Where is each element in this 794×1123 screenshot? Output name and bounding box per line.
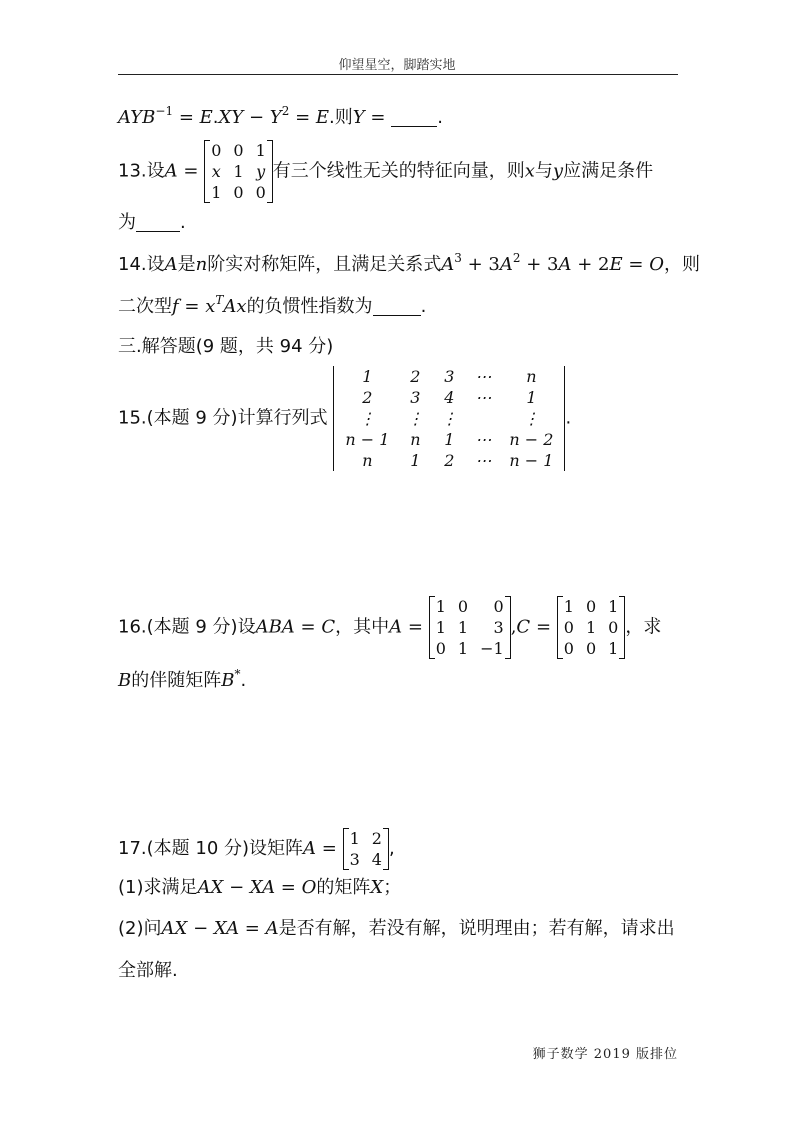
matrix-cell [466, 408, 500, 429]
q12-tail: $AYB^{-1} = E.XY - Y^2 = E$.则Y = . [118, 104, 443, 128]
matrix-cell: 4 [371, 850, 382, 869]
matrix-cell: 1 [435, 597, 446, 616]
question-17-part2-line2: 全部解. [118, 960, 178, 981]
matrix-cell: 0 [608, 618, 619, 637]
matrix-cell: 3 [444, 367, 455, 386]
matrix-cell: n − 1 [345, 430, 390, 449]
question-16-line2: B的伴随矩阵B*. [118, 667, 247, 691]
matrix-cell: 3 [410, 388, 421, 407]
matrix-cell: ⋮ [523, 409, 540, 428]
matrix-cell: 0 [493, 597, 504, 616]
question-14-line2: 二次型$f = x^TAx$的负惯性指数为 . [118, 293, 427, 317]
page-header: 仰望星空，脚踏实地 [338, 58, 456, 73]
matrix-cell: 4 [444, 388, 455, 407]
matrix-cell: 1 [435, 618, 446, 637]
matrix-cell: 0 [435, 639, 446, 658]
page-footer: 狮子数学 2019 版排位 [532, 1047, 678, 1062]
matrix-cell: 1 [444, 430, 455, 449]
matrix-cell: 2 [444, 451, 455, 470]
matrix-cell: 0 [563, 618, 574, 637]
matrix-cell: 1 [410, 451, 421, 470]
matrix-cell: n [410, 430, 421, 449]
matrix-cell: 2 [410, 367, 421, 386]
matrix-q16-C [557, 596, 626, 659]
matrix-cell: 3 [349, 850, 360, 869]
matrix-cell: −1 [480, 639, 504, 658]
question-17-part1: (1)求满足AX − XA = O的矩阵X； [118, 877, 402, 898]
matrix-q17-A [343, 828, 389, 870]
matrix-cell: n − 2 [509, 430, 554, 449]
matrix-cell: ⋯ [475, 388, 492, 407]
question-16: 16.(本题 9 分)设ABA = C，其中A = 1 0 0 1 1 3 0 1 −1 ,C = 1 0 1 0 1 0 0 0 1 ，求 [118, 597, 662, 658]
matrix-q13: 0 0 1 x 1 y 1 0 0 [204, 140, 273, 203]
matrix-cell: n − 1 [509, 451, 554, 470]
matrix-cell: 1 [608, 597, 619, 616]
matrix-cell: 1 [349, 829, 360, 848]
matrix-cell: 1 [362, 367, 373, 386]
question-17: 17.(本题 10 分)设矩阵A = 1 2 3 4 , [118, 829, 395, 869]
question-15: 15.(本题 9 分)计算行列式 1 2 3 ⋯ n 2 3 4 ⋯ 1 ⋮ ⋮ ⋮ ⋮ n − 1 n 1 ⋯ n − 2 n 1 2 ⋯ n − 1 . [118, 367, 572, 470]
matrix-cell: 0 [457, 597, 469, 616]
matrix-cell: ⋮ [407, 409, 424, 428]
matrix-cell: 2 [362, 388, 373, 407]
determinant-q15 [333, 366, 565, 471]
matrix-cell: 1 [526, 388, 537, 407]
matrix-cell: 2 [371, 829, 382, 848]
question-13-line2: 为 . [118, 212, 186, 233]
matrix-cell: 3 [493, 618, 504, 637]
matrix-cell: 1 [585, 618, 597, 637]
matrix-cell: 1 [457, 618, 469, 637]
matrix-cell: n [362, 451, 373, 470]
question-17-part2: (2)问AX − XA = A是否有解，若没有解，说明理由；若有解，请求出 [118, 918, 675, 939]
matrix-q16-A [429, 596, 511, 659]
matrix-cell: ⋯ [475, 451, 492, 470]
matrix-cell: ⋮ [359, 409, 376, 428]
section-3-title: 三.解答题(9 题，共 94 分) [118, 336, 334, 357]
matrix-cell: ⋮ [441, 409, 458, 428]
matrix-cell: 0 [563, 639, 574, 658]
question-14: 14.设A是n阶实对称矩阵，且满足关系式$A^3 + 3A^2 + 3A + 2E = O$，则 [118, 251, 700, 275]
matrix-cell: n [526, 367, 537, 386]
matrix-cell: 0 [585, 639, 597, 658]
matrix-cell: ⋯ [475, 430, 492, 449]
matrix-cell: 1 [563, 597, 574, 616]
matrix-cell: 1 [457, 639, 469, 658]
matrix-cell: 0 [585, 597, 597, 616]
matrix-cell: ⋯ [475, 367, 492, 386]
matrix-cell: 1 [608, 639, 619, 658]
header-rule [118, 74, 678, 75]
question-13: 13.设A = 0 0 1 x 1 y 1 0 0 有三个线性无关的特征向量，则x与y应满足条件 [118, 141, 654, 202]
